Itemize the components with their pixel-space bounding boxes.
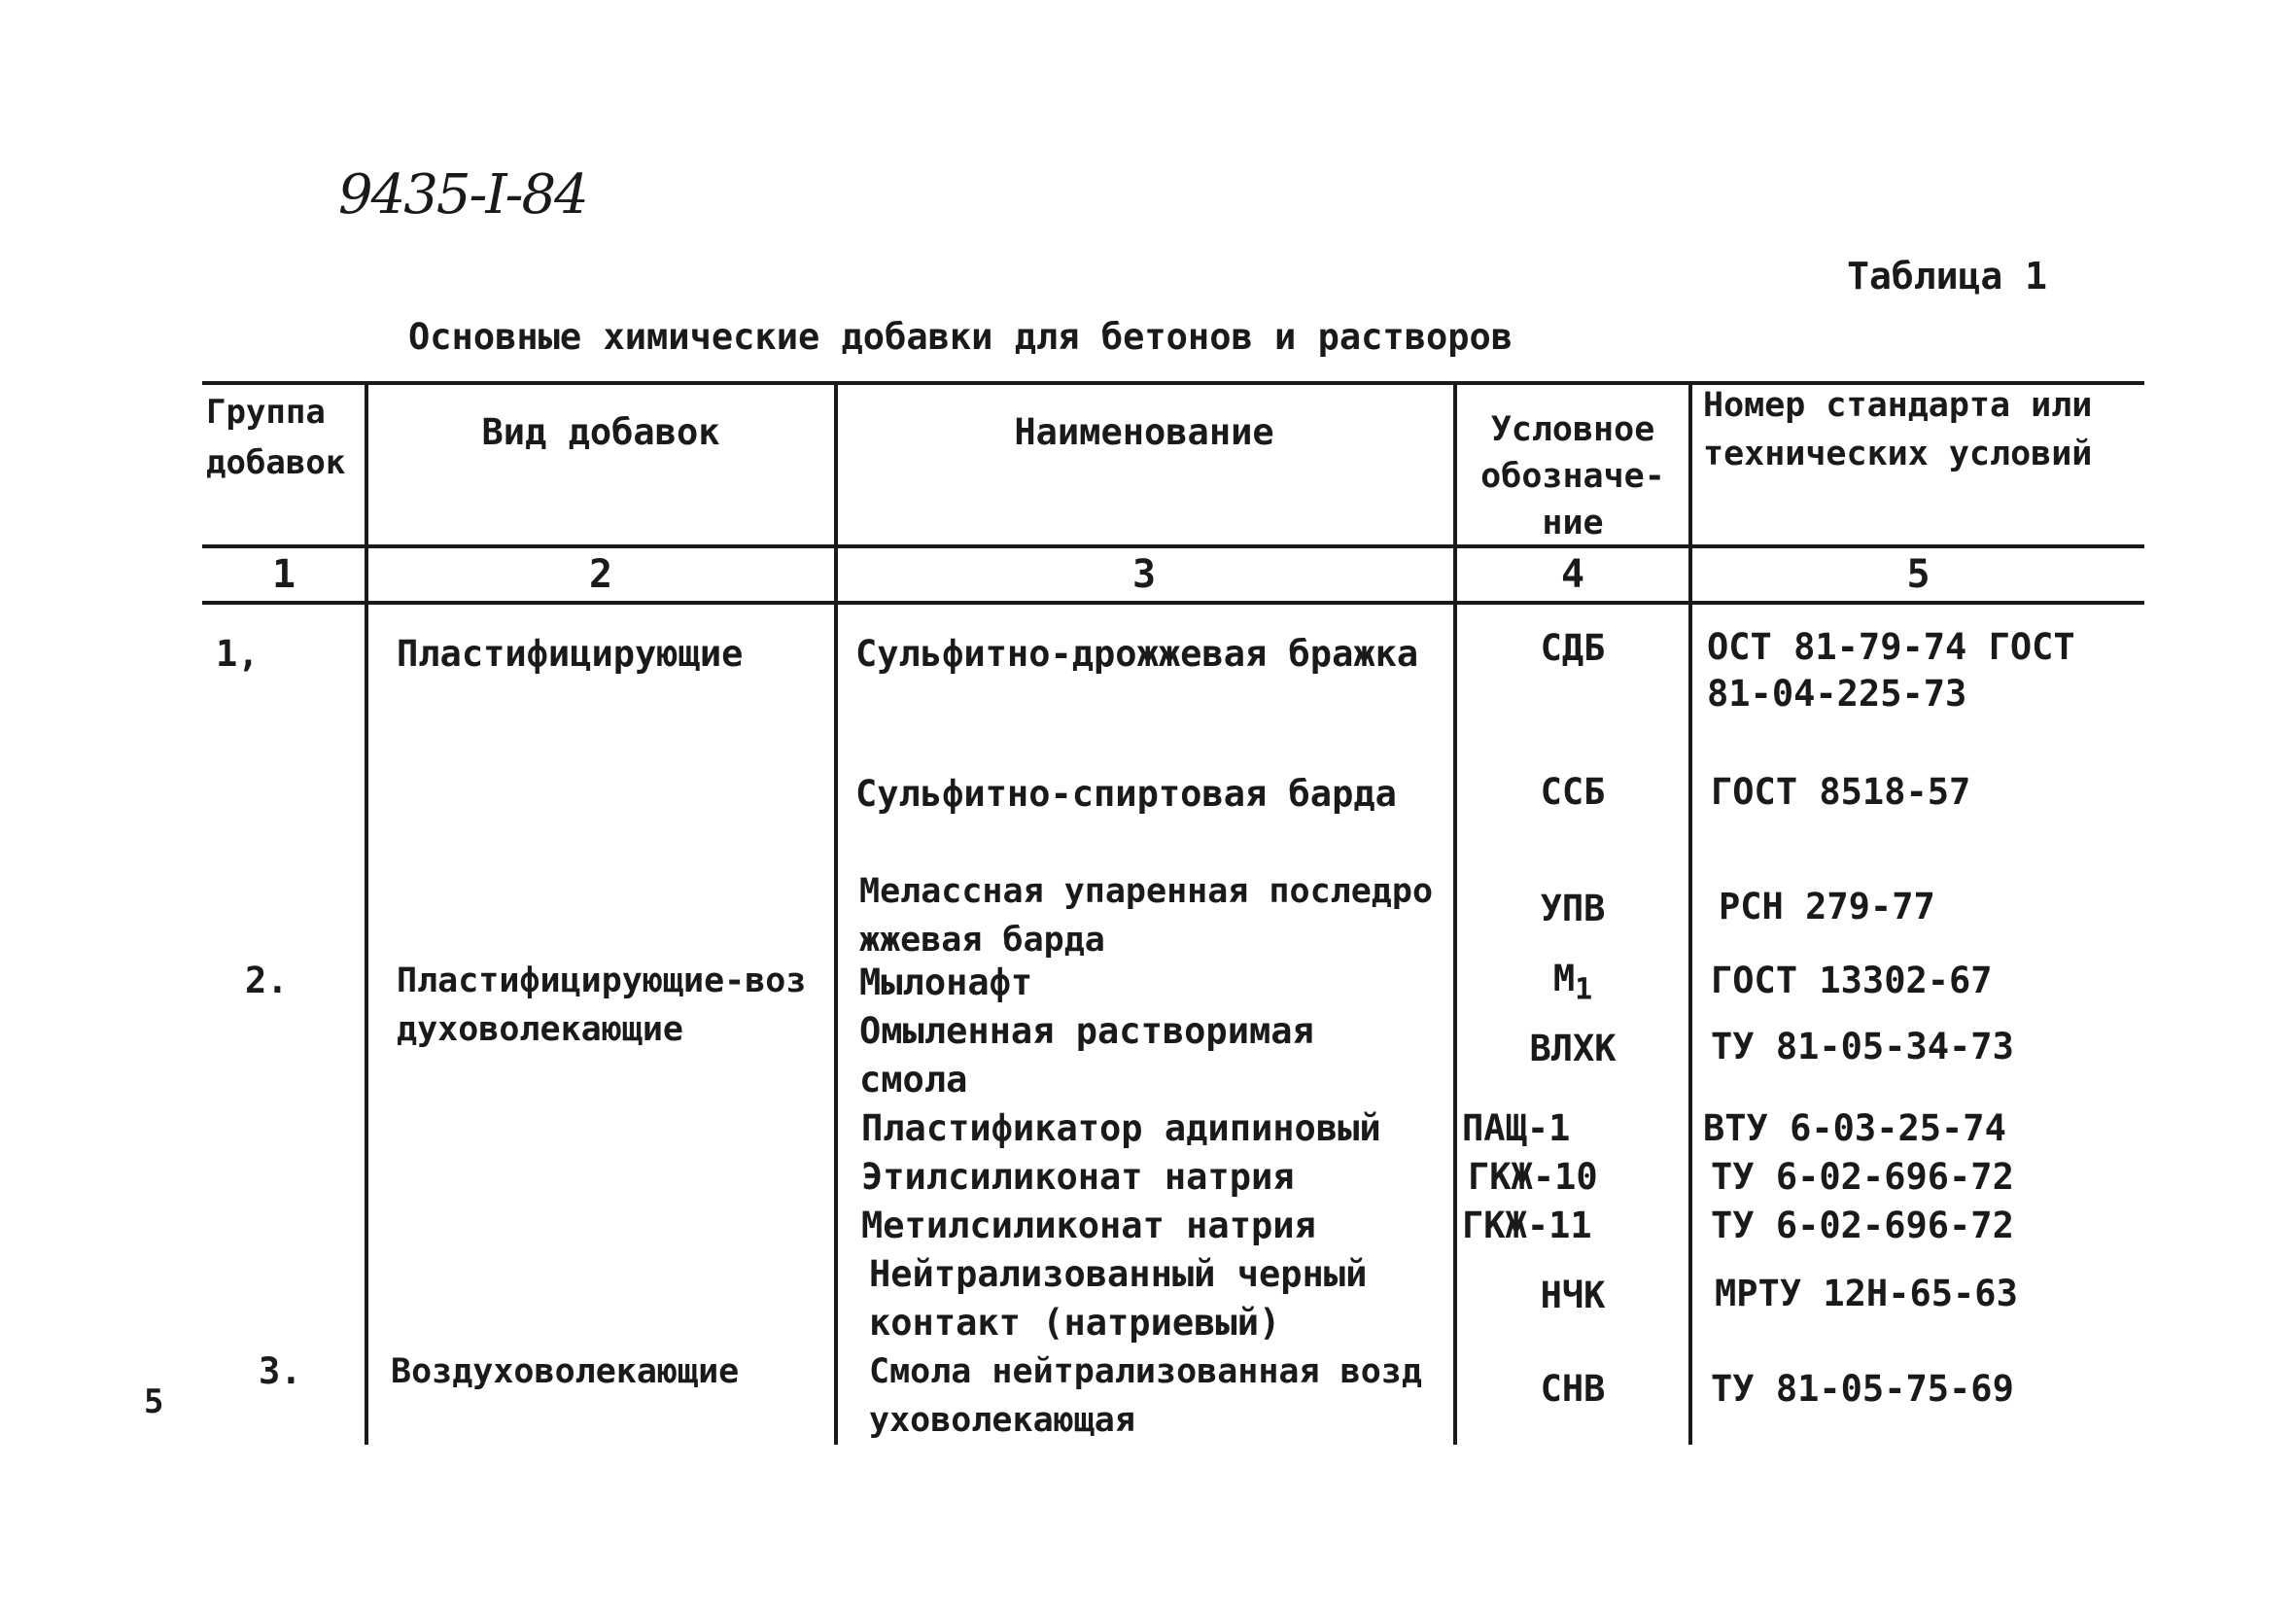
header-group: Группа добавок [206, 393, 346, 482]
additive-code: СДБ [1540, 627, 1606, 669]
column-number: 5 [1906, 552, 1931, 597]
column-divider [1453, 383, 1457, 1445]
additive-standard: РСН 279-77 [1719, 886, 1935, 927]
additive-code: УПВ [1540, 888, 1606, 929]
margin-page-mark: 5 [144, 1382, 164, 1421]
additive-name: Сульфитно-спиртовая барда [855, 773, 1397, 815]
additive-standard: МРТУ 12Н-65-63 [1715, 1273, 2018, 1314]
additive-name: Метилсиликонат натрия [861, 1205, 1316, 1246]
group-number: 3. [259, 1350, 302, 1392]
additive-code: СНВ [1540, 1368, 1606, 1410]
additive-code: ВЛХК [1529, 1028, 1617, 1069]
table-title: Основные химические добавки для бетонов и растворов [408, 316, 1513, 358]
group-kind: Воздуховолекающие [391, 1352, 740, 1391]
additive-name: Мелассная упаренная последрожжевая барда [859, 872, 1434, 960]
additive-code [1458, 955, 1687, 1014]
group-number: 1, [216, 633, 260, 675]
document-code: 9435-I-84 [338, 163, 587, 227]
additive-standard: ГОСТ 8518-57 [1711, 771, 1971, 813]
column-number: 3 [1131, 552, 1157, 597]
additive-standard: ОСТ 81-79-74 ГОСТ 81-04-225-73 [1707, 626, 2075, 715]
additive-code: ГКЖ-11 [1462, 1205, 1592, 1246]
column-divider [365, 383, 368, 1445]
column-number: 1 [271, 552, 296, 597]
table-number: Таблица 1 [1847, 255, 2047, 297]
additive-name: Омыленная растворимая смола [859, 1010, 1314, 1101]
additive-standard: ТУ 81-05-75-69 [1711, 1368, 2014, 1410]
additive-name: Этилсиликонат натрия [861, 1156, 1295, 1198]
group-number: 2. [245, 960, 289, 1001]
additive-code: ГКЖ-10 [1468, 1156, 1598, 1198]
column-divider [1688, 383, 1692, 1445]
additive-standard: ТУ 81-05-34-73 [1711, 1026, 2014, 1067]
additive-name: Мылонафт [859, 961, 1033, 1003]
additive-code: ПАЩ-1 [1462, 1107, 1571, 1149]
additive-standard: ГОСТ 13302-67 [1711, 960, 1993, 1001]
additive-standard: ТУ 6-02-696-72 [1711, 1156, 2014, 1198]
header-name: Наименование [1014, 411, 1274, 453]
header-code: Условное обозначе-ние [1480, 410, 1665, 542]
rule-numbers-bottom [202, 601, 2144, 605]
group-kind: Пластифицирующие [397, 633, 744, 675]
column-number: 4 [1560, 552, 1585, 597]
additive-code: НЧК [1540, 1275, 1606, 1316]
additive-standard: ТУ 6-02-696-72 [1711, 1205, 2014, 1246]
additive-code: ССБ [1540, 771, 1606, 813]
additive-code-main: М [1552, 958, 1576, 999]
column-divider [834, 383, 838, 1445]
header-kind: Вид добавок [481, 411, 720, 453]
additive-name: Сульфитно-дрожжевая бражка [855, 633, 1419, 675]
group-kind: Пластифицирующие-воздуховолекающие [397, 961, 807, 1049]
additive-code-subscript: 1 [1575, 972, 1593, 1007]
additive-name: Пластификатор адипиновый [861, 1107, 1381, 1149]
rule-header-bottom [202, 544, 2144, 548]
additive-name: Нейтрализованный черный контакт (натриевый) [869, 1253, 1368, 1344]
header-standard: Номер стандарта или технических условий [1703, 386, 2093, 473]
column-number: 2 [588, 552, 613, 597]
additive-standard: ВТУ 6-03-25-74 [1703, 1107, 2006, 1149]
additive-name: Смола нейтрализованная воздуховолекающая [869, 1352, 1422, 1440]
